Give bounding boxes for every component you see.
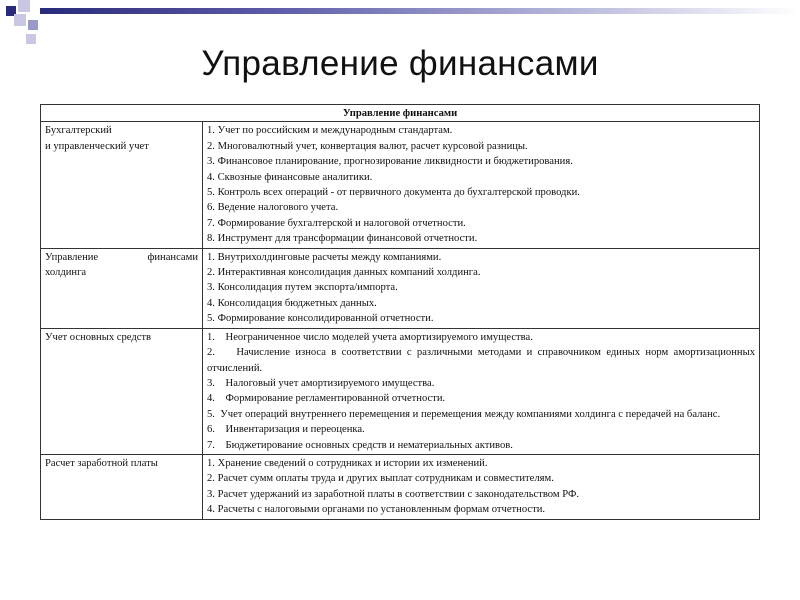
list-item: 1. Учет по российским и международным стандартам. (207, 125, 453, 137)
category-line: и управленческий учет (45, 140, 149, 152)
table-row (41, 248, 760, 328)
category-cell (41, 328, 203, 454)
items-cell (203, 122, 760, 248)
list-item: 4. Сквозные финансовые аналитики. (207, 171, 373, 183)
category-word: финансами (147, 251, 198, 263)
list-item: 1. Хранение сведений о сотрудниках и истории их изменений. (207, 457, 488, 469)
list-item: 2. Начисление износа в соответствии с различными методами и справочником единых норм амортизационных отчислений. (207, 347, 758, 374)
list-item: 1. Внутрихолдинговые расчеты между компаниями. (207, 251, 442, 263)
table-header-row (41, 105, 760, 122)
deco-square-mid (28, 20, 38, 30)
category-line (45, 250, 198, 265)
list-item: 3. Налоговый учет амортизируемого имущества. (207, 377, 435, 389)
category-cell (41, 248, 203, 328)
finance-table (40, 104, 760, 520)
list-item: 2. Расчет сумм оплаты труда и других выплат сотрудникам и совместителям. (207, 473, 554, 485)
category-line: Учет основных средств (45, 331, 152, 343)
list-item: 3. Консолидация путем экспорта/импорта. (207, 282, 398, 294)
category-line: холдинга (45, 267, 87, 279)
list-item: 6. Инвентаризация и переоценка. (207, 424, 365, 436)
category-cell (41, 454, 203, 519)
category-cell (41, 122, 203, 248)
list-item: 1. Неограниченное число моделей учета амортизируемого имущества. (207, 331, 533, 343)
table-row (41, 328, 760, 454)
list-item: 4. Расчеты с налоговыми органами по установленным формам отчетности. (207, 504, 546, 516)
list-item: 7. Бюджетирование основных средств и нематериальных активов. (207, 439, 513, 451)
category-line: Бухгалтерский (45, 125, 112, 137)
category-word: Управление (45, 251, 99, 263)
list-item: 5. Учет операций внутреннего перемещения и перемещения между компаниями холдинга с передачей на баланс. (207, 408, 721, 420)
decorative-gradient-bar (40, 8, 800, 14)
list-item: 8. Инструмент для трансформации финансовой отчетности. (207, 233, 478, 245)
list-item: 3. Финансовое планирование, прогнозирование ликвидности и бюджетирования. (207, 156, 573, 168)
deco-square-light (26, 34, 36, 44)
list-item: 6. Ведение налогового учета. (207, 202, 339, 214)
items-cell (203, 248, 760, 328)
category-line: Расчет заработной платы (45, 457, 158, 469)
deco-square-light (18, 0, 30, 12)
list-item: 2. Многовалютный учет, конвертация валют, расчет курсовой разницы. (207, 140, 528, 152)
list-item: 3. Расчет удержаний из заработной платы в соответствии с законодательством РФ. (207, 488, 579, 500)
list-item: 5. Формирование консолидированной отчетности. (207, 313, 434, 325)
list-item: 5. Контроль всех операций - от первичного документа до бухгалтерской проводки. (207, 187, 580, 199)
table-row (41, 122, 760, 248)
list-item: 2. Интерактивная консолидация данных компаний холдинга. (207, 267, 481, 279)
list-item: 7. Формирование бухгалтерской и налоговой отчетности. (207, 217, 466, 229)
deco-square-light (14, 14, 26, 26)
list-item: 4. Консолидация бюджетных данных. (207, 297, 377, 309)
slide-title: Управление финансами (201, 44, 599, 83)
items-cell (203, 454, 760, 519)
table-row (41, 454, 760, 519)
items-cell (203, 328, 760, 454)
table-header: Управление финансами (41, 105, 760, 122)
list-item: 4. Формирование регламентированной отчетности. (207, 393, 446, 405)
